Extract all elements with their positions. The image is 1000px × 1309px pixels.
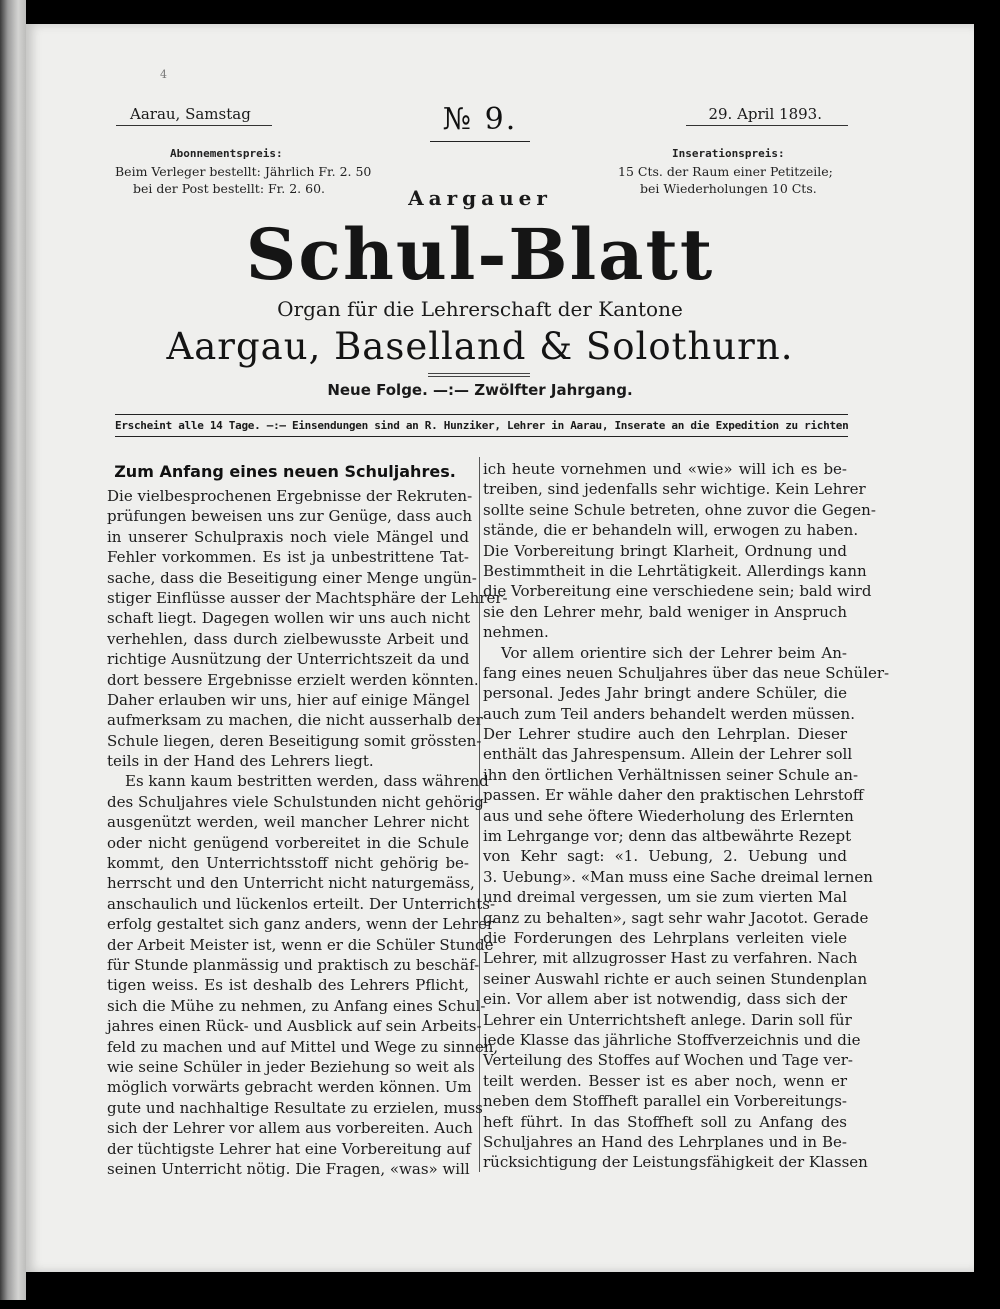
article-line: wie seine Schüler in jeder Beziehung so weit als [107, 1057, 475, 1076]
series-line: Neue Folge. —:— Zwölfter Jahrgang. [327, 381, 633, 399]
article-line: Bestimmtheit in die Lehrtätigkeit. Allerdings kann [483, 561, 867, 580]
pencil-mark: 4 [160, 68, 167, 81]
article-line: neben dem Stoffheft parallel ein Vorbereitungs- [483, 1092, 847, 1111]
adjacent-page-edge [0, 0, 26, 1300]
article-line: richtige Ausnützung der Unterrichtszeit da und [107, 650, 470, 669]
article-line: Fehler vorkommen. Es ist ja unbestrittene Tat- [107, 548, 469, 567]
article-line: Schule liegen, deren Beseitigung somit grössten- [107, 731, 482, 750]
article-line: teils in der Hand des Lehrers liegt. [107, 752, 374, 771]
article-line: sollte seine Schule betreten, ohne zuvor die Gegen- [483, 500, 876, 519]
insertion-line-1: 15 Cts. der Raum einer Petitzeile; [618, 164, 833, 179]
article-line: heft führt. In das Stoffheft soll zu Anfang des [483, 1112, 847, 1131]
article-line: Lehrer ein Unterrichtsheft anlege. Darin soll für [483, 1010, 852, 1029]
article-line: 3. Uebung». «Man muss eine Sache dreimal lernen [483, 867, 873, 886]
article-line: prüfungen beweisen uns zur Genüge, dass auch [107, 507, 473, 526]
article-line: seinen Unterricht nötig. Die Fragen, «was» will [107, 1159, 470, 1178]
article-line: erfolg gestaltet sich ganz anders, wenn der Lehrer [107, 915, 495, 934]
article-line: nehmen. [483, 623, 549, 642]
insertion-heading: Inserationspreis: [672, 147, 785, 160]
column-divider [479, 457, 480, 1172]
article-line: Die vielbesprochenen Ergebnisse der Rekruten- [107, 487, 473, 505]
article-line: die Vorbereitung eine verschiedene sein; bald wird [483, 582, 872, 601]
article-line: des Schuljahres viele Schulstunden nicht gehörig [107, 792, 484, 811]
article-line: sache, dass die Beseitigung einer Menge ungün- [107, 568, 477, 587]
series-rule [428, 373, 530, 374]
article-line: ihn den örtlichen Verhältnissen seiner Schule an- [483, 765, 859, 784]
notice-rule-bottom [115, 436, 848, 437]
article-line: stände, die er behandeln will, erwogen zu haben. [483, 521, 859, 540]
article-line: von Kehr sagt: «1. Uebung, 2. Uebung und [483, 847, 847, 866]
publication-notice: Erscheint alle 14 Tage. —:— Einsendungen sind an R. Hunziker, Lehrer in Aarau, Inserate an die Expedition zu richten [115, 419, 849, 432]
article-line: enthält das Jahrespensum. Allein der Lehrer soll [483, 745, 853, 764]
article-line: Lehrer, mit allzugrosser Hast zu verfahren. Nach [483, 949, 858, 968]
article-line: seiner Auswahl richte er auch seinen Stundenplan [483, 969, 868, 988]
article-line: passen. Er wähle daher den praktischen Lehrstoff [483, 786, 864, 805]
article-line: Vor allem orientire sich der Lehrer beim An- [501, 643, 847, 662]
organ-subtitle: Organ für die Lehrerschaft der Kantone [277, 297, 683, 321]
article-line: Die Vorbereitung bringt Klarheit, Ordnung und [483, 541, 847, 560]
article-column-left [107, 486, 508, 1179]
article-line: Es kann kaum bestritten werden, dass während [125, 772, 489, 791]
article-line: Verteilung des Stoffes auf Wochen und Tage ver- [483, 1051, 854, 1070]
article-line: die Forderungen des Lehrplans verleiten viele [483, 928, 847, 947]
article-line: der Arbeit Meister ist, wenn er die Schüler Stunde [107, 935, 494, 954]
masthead-rule-left [116, 125, 272, 126]
subscription-line-2: bei der Post bestellt: Fr. 2. 60. [133, 181, 325, 196]
article-line: tigen weiss. Es ist deshalb des Lehrers Pflicht, [107, 976, 469, 995]
article-line: fang eines neuen Schuljahres über das neue Schüler- [483, 663, 890, 682]
article-line: ausgenützt werden, weil mancher Lehrer nicht [107, 813, 469, 832]
article-line: im Lehrgange vor; denn das altbewährte Rezept [483, 827, 852, 846]
article-line: möglich vorwärts gebracht werden können. Um [107, 1078, 472, 1097]
article-line: verhehlen, dass durch zielbewusste Arbeit und [107, 629, 469, 648]
article-line: der tüchtigste Lehrer hat eine Vorbereitung auf [107, 1139, 471, 1158]
article-line: teilt werden. Besser ist es aber noch, wenn er [483, 1071, 847, 1090]
issue-rule [430, 141, 530, 142]
article-line: gute und nachhaltige Resultate zu erzielen, muss [107, 1098, 483, 1117]
article-line: oder nicht genügend vorbereitet in die Schule [107, 833, 469, 852]
masthead-rule-right [686, 125, 848, 126]
article-line: und dreimal vergessen, um sie zum vierten Mal [483, 888, 847, 907]
article-line: ich heute vornehmen und «wie» will ich es be- [483, 460, 847, 478]
article-line: stiger Einflüsse ausser der Machtsphäre der Lehrer- [107, 588, 508, 607]
article-line: aus und sehe öftere Wiederholung des Erlernten [483, 806, 854, 825]
issue-number: № 9. [442, 102, 518, 137]
article-heading: Zum Anfang eines neuen Schuljahres. [114, 462, 456, 481]
article-line: personal. Jedes Jahr bringt andere Schüler, die [483, 684, 847, 703]
article-line: jahres einen Rück- und Ausblick auf sein Arbeits- [107, 1017, 482, 1036]
article-line: rücksichtigung der Leistungsfähigkeit der Klassen [483, 1153, 868, 1172]
article-line: Schuljahres an Hand des Lehrplanes und in Be- [483, 1132, 847, 1151]
article-line: für Stunde planmässig und praktisch zu beschäf- [107, 955, 480, 974]
subscription-heading: Abonnementspreis: [170, 147, 283, 160]
article-line: jede Klasse das jährliche Stoffverzeichnis und die [483, 1030, 861, 1049]
notice-rule-top [115, 414, 848, 415]
article-line: schaft liegt. Dagegen wollen wir uns auch nicht [107, 609, 471, 628]
article-line: herrscht und den Unterricht nicht naturgemäss, [107, 874, 475, 893]
article-line: auch zum Teil anders behandelt werden müssen. [483, 704, 855, 723]
article-line: sich der Lehrer vor allem aus vorbereiten. Auch [107, 1119, 473, 1138]
newspaper-title: Schul-Blatt [245, 213, 715, 296]
series-rule-2 [428, 376, 530, 377]
article-line: treiben, sind jedenfalls sehr wichtige. Kein Lehrer [483, 480, 866, 499]
article-line: Daher erlauben wir uns, hier auf einige Mängel [107, 690, 470, 709]
article-line: Der Lehrer studire auch den Lehrplan. Dieser [483, 725, 847, 744]
article-line: feld zu machen und auf Mittel und Wege zu sinnen, [107, 1037, 499, 1056]
article-line: aufmerksam zu machen, die nicht ausserhalb der [107, 711, 483, 730]
article-line: anschaulich und lückenlos erteilt. Der Unterrichts- [107, 894, 496, 913]
article-line: in unserer Schulpraxis noch viele Mängel und [107, 527, 469, 546]
title-pre: Aargauer [408, 186, 552, 210]
place-and-day: Aarau, Samstag [130, 105, 251, 123]
article-line: sie den Lehrer mehr, bald weniger in Anspruch [483, 602, 847, 621]
article-line: sich die Mühe zu nehmen, zu Anfang eines Schul- [107, 996, 486, 1015]
subscription-line-1: Beim Verleger bestellt: Jährlich Fr. 2. 50 [115, 164, 372, 179]
insertion-line-2: bei Wiederholungen 10 Cts. [640, 181, 817, 196]
article-line: ein. Vor allem aber ist notwendig, dass sich der [483, 990, 847, 1009]
cantons-subtitle: Aargau, Baselland & Solothurn. [166, 325, 794, 368]
issue-date: 29. April 1893. [708, 105, 822, 123]
article-line: kommt, den Unterrichtsstoff nicht gehörig be- [107, 854, 469, 873]
article-line: ganz zu behalten», sagt sehr wahr Jacotot. Gerade [483, 908, 869, 927]
article-column-right [483, 459, 890, 1173]
article-line: dort bessere Ergebnisse erzielt werden könnten. [107, 670, 479, 689]
